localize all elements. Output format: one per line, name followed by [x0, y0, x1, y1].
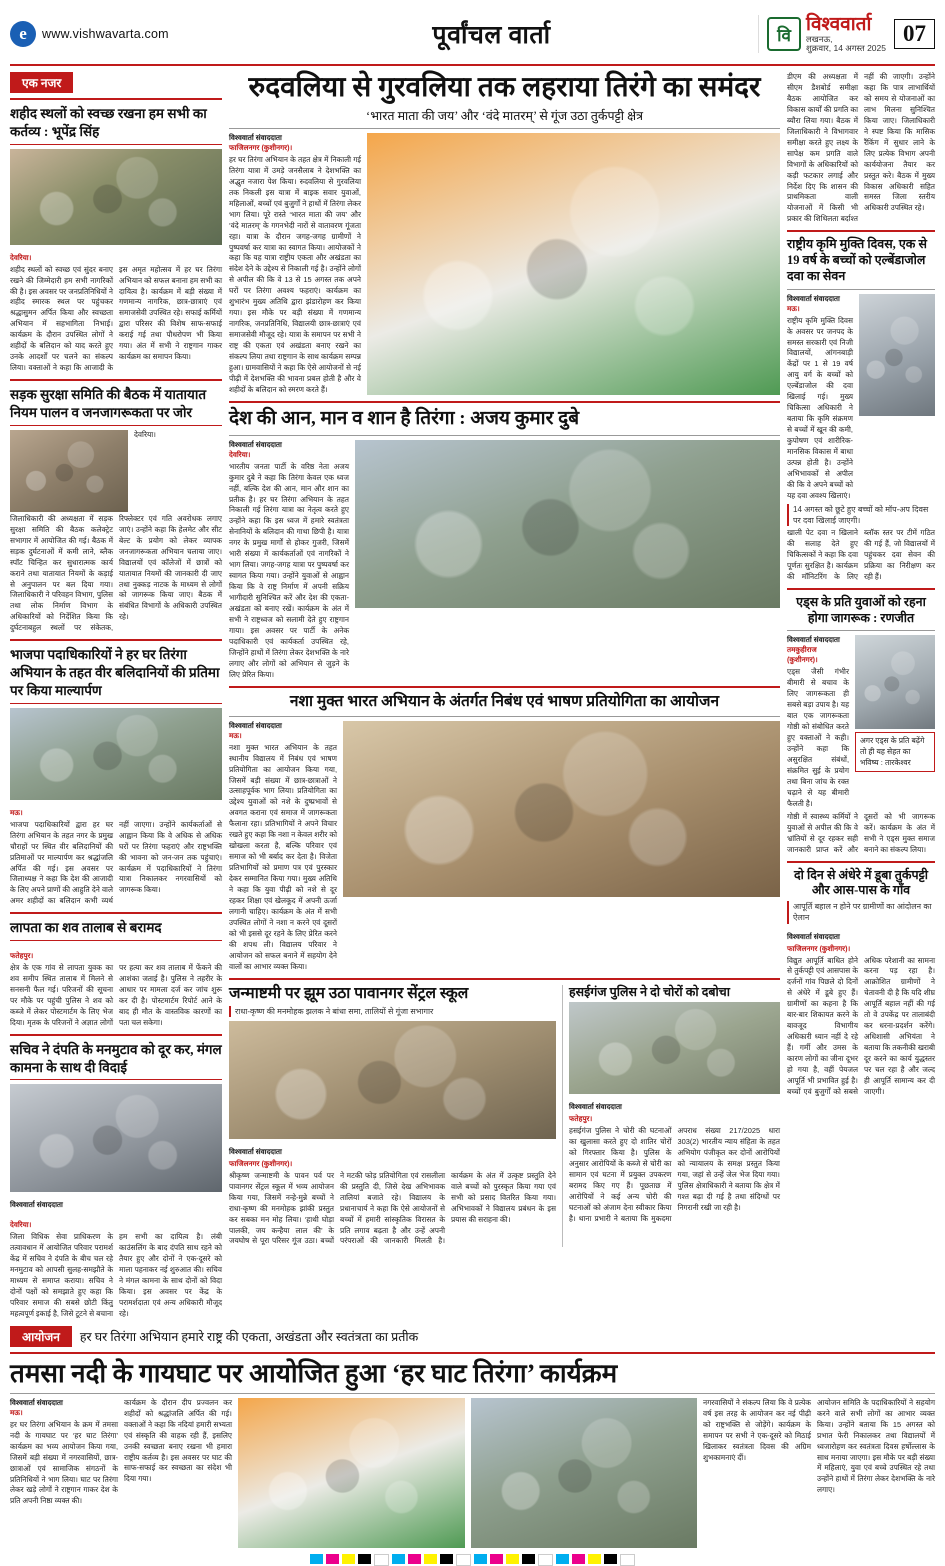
color-swatch	[358, 1554, 371, 1564]
byline-place: फाजिलनगर (कुशीनगर)।	[229, 1158, 293, 1168]
byline-label: विश्ववार्ता संवाददाता	[10, 1397, 63, 1407]
article-photo	[10, 430, 128, 512]
color-swatch	[538, 1554, 553, 1566]
vishwavarta-mark-icon: वि	[767, 17, 801, 51]
story-headline: राष्ट्रीय कृमि मुक्ति दिवस, एक से 19 वर्ष के बच्चों को एल्बेंडाजोल दवा का सेवन	[787, 237, 927, 283]
color-swatch	[310, 1554, 323, 1564]
byline-label: विश्ववार्ता संवाददाता	[229, 1146, 282, 1156]
story-headline: एड्स के प्रति युवाओं को रहना होगा जागरूक : रणजीत	[796, 594, 926, 625]
byline: देवरिया।	[10, 252, 32, 262]
article-body-2: खाली पेट दवा न खिलाने की सलाह देते हुए चिकित्सकों ने कहा कि दवा पूर्णतः सुरक्षित है। कार्यक्रम की मॉनिटरिंग के लिए ब्लॉक स्तर पर टीमें गठित की गई हैं, जो विद्यालयों में पहुंचकर दवा सेवन की प्रक्रिया का निरीक्षण कर रही हैं।	[787, 528, 935, 581]
story-headline: दो दिन से अंधेरे में डूबा तुर्कपट्टी और आस-पास के गाँव	[794, 867, 928, 898]
color-swatch	[392, 1554, 405, 1564]
story-photo	[859, 294, 935, 416]
article-body-lead: देवरिया।	[134, 429, 156, 439]
color-swatch	[556, 1554, 569, 1564]
article-body-col4: आयोजन समिति के पदाधिकारियों ने सहयोग करने वाले सभी लोगों का आभार व्यक्त किया। उन्होंने बताया कि 15 अगस्त को प्रभात फेरी निकालकर तथा विद्यालयों में ध्वजारोहण कर स्वतंत्रता दिवस हर्षोल्लास के साथ मनाया जाएगा। इस मौके पर बड़ी संख्या में महिलाएं, युवा एवं बच्चे उपस्थित रहे तथा उन्होंने हाथों में तिरंगा लेकर देशभक्ति के नारे लगाए।	[817, 1397, 935, 1495]
story-nasha-mukt	[229, 693, 780, 973]
color-swatch	[374, 1554, 389, 1566]
article-body: श्रीकृष्ण जन्माष्टमी के पावन पर्व पर पावानगर सेंट्रल स्कूल में भव्य आयोजन किया गया, जिसमें नन्हे-मुन्ने बच्चों ने राधा-कृष्ण की मनमोहक झांकी प्रस्तुत कर सबका मन मोह लिया। ‘हाथी घोड़ा पालकी, जय कन्हैया लाल की’ के जयघोष से पूरा परिसर गूंज उठा। बच्चों ने मटकी फोड़ प्रतियोगिता एवं रासलीला की प्रस्तुति दी, जिसे देख अभिभावक तालियां बजाते रहे। विद्यालय के प्रधानाचार्य ने कहा कि ऐसे आयोजनों से बच्चों में हमारी सांस्कृतिक विरासत के प्रति लगाव बढ़ता है और उन्हें अपनी परंपराओं की जानकारी मिलती है। कार्यक्रम के अंत में उत्कृष्ट प्रस्तुति देने वाले बच्चों को पुरस्कृत किया गया एवं सभी को प्रसाद वितरित किया गया। अभिभावकों ने विद्यालय प्रबंधन के इस प्रयास की सराहना की।	[229, 1170, 556, 1246]
story-headline: नशा मुक्त भारत अभियान के अंतर्गत निबंध एवं भाषण प्रतियोगिता का आयोजन	[289, 692, 720, 710]
story-photo	[855, 635, 935, 729]
bottom-photo-1	[238, 1398, 465, 1548]
rail-article-5	[10, 1041, 222, 1320]
rail-headline: सड़क सुरक्षा समिति की बैठक में यातायात नियम पालन व जनजागरूकता पर जोर	[10, 386, 222, 426]
right-story-krimi	[787, 237, 935, 583]
color-swatch	[408, 1554, 421, 1564]
article-body-2: गोष्ठी में स्वास्थ्य कर्मियों ने युवाओं से अपील की कि वे भ्रांतियों से दूर रहकर सही जानकारी प्राप्त करें और दूसरों को भी जागरूक करें। कार्यक्रम के अंत में सभी ने एड्स मुक्त समाज बनाने का संकल्प लिया।	[787, 811, 935, 854]
byline: फतेहपुर।	[10, 951, 34, 961]
rail-article-3	[10, 646, 222, 907]
article-body: शहीद स्थलों को स्वच्छ एवं सुंदर बनाए रखने की जिम्मेदारी हम सभी नागरिकों की है। इस अवसर पर जनप्रतिनिधियों ने शहीद स्मारक स्थल पर पहुंचकर श्रद्धासुमन अर्पित किया और स्वच्छता अभियान में सहभागिता निभाई। कार्यक्रम के दौरान उपस्थित लोगों ने शहीदों के बलिदान को याद करते हुए उनके आदर्शों पर चलने का संकल्प लिया। वक्ताओं ने कहा कि आजादी के इस अमृत महोत्सव में हर घर तिरंगा अभियान को सफल बनाना हम सभी का दायित्व है। कार्यक्रम में बड़ी संख्या में गणमान्य नागरिक, छात्र-छात्राएं एवं समाजसेवी उपस्थित रहे। सफाई कर्मियों द्वारा परिसर की विशेष साफ-सफाई कराई गई तथा पौधरोपण भी किया गया। अंत में सभी ने राष्ट्रगान गाकर कार्यक्रम का समापन किया।	[10, 264, 222, 373]
story-quote: अगर एड्स के प्रति बढ़ेंगे तो ही यह सेहत का भविष्य : तारकेश्वर	[855, 732, 935, 772]
e-logo-icon: e	[10, 21, 36, 47]
article-body: जिलाधिकारी की अध्यक्षता में सड़क सुरक्षा समिति की बैठक कलेक्ट्रेट सभागार में आयोजित की गई। बैठक में सड़क दुर्घटनाओं में कमी लाने, ब्लैक स्पॉट चिन्हित कर सुधारात्मक कार्य कराने तथा यातायात नियमों के कड़ाई से अनुपालन पर बल दिया गया। जिलाधिकारी ने परिवहन विभाग, पुलिस तथा लोक निर्माण विभाग के अधिकारियों को निर्देशित किया कि दुर्घटनाबहुल स्थलों पर संकेतक, रिफ्लेक्टर एवं गति अवरोधक लगाए जाएं। उन्होंने कहा कि हेलमेट और सीट बेल्ट के प्रयोग को लेकर व्यापक जनजागरूकता अभियान चलाया जाए। विद्यालयों एवं कॉलेजों में छात्रों को यातायात नियमों की जानकारी दी जाए तथा नुक्कड़ नाटक के माध्यम से लोगों को जागरूक किया जाए। बैठक में संबंधित विभागों के अधिकारी उपस्थित रहे।	[10, 513, 222, 633]
color-swatch	[572, 1554, 585, 1564]
print-color-bar	[10, 1554, 935, 1566]
color-swatch	[456, 1554, 471, 1566]
issue-date: शुक्रवार, 14 अगस्त 2025	[806, 42, 886, 53]
color-swatch	[604, 1554, 617, 1564]
logo-text	[806, 15, 886, 53]
ayojan-tag: आयोजन	[10, 1326, 72, 1347]
article-body: क्षेत्र के एक गांव से लापता युवक का शव समीप स्थित तालाब में मिलने से सनसनी फैल गई। परिजनों की सूचना पर मौके पर पहुंची पुलिस ने शव को कब्जे में लेकर पोस्टमार्टम के लिए भेज दिया। मृतक के परिजनों ने अज्ञात लोगों पर हत्या कर शव तालाब में फेंकने की आशंका जताई है। पुलिस ने तहरीर के आधार पर मामला दर्ज कर जांच शुरू कर दी है। पोस्टमार्टम रिपोर्ट आने के बाद ही मौत के वास्तविक कारणों का पता चल सकेगा।	[10, 963, 222, 1027]
ayojan-bar	[10, 1326, 935, 1347]
right-story-aids	[787, 595, 935, 856]
bottom-feature	[10, 1359, 935, 1548]
rail-headline: शहीद स्थलों को स्वच्छ रखना हम सभी का कर्तव्य : भूपेंद्र सिंह	[10, 105, 222, 145]
logo-title: विश्ववार्ता	[806, 14, 872, 36]
story-headline: हसईगंज पुलिस ने दो चोरों को दबोचा	[569, 984, 730, 999]
rail-article-2	[10, 386, 222, 634]
color-swatch	[620, 1554, 635, 1566]
byline-label: विश्ववार्ता संवाददाता	[787, 293, 840, 303]
color-swatch	[424, 1554, 437, 1564]
article-body: विद्युत आपूर्ति बाधित होने से तुर्कपट्टी एवं आसपास के दर्जनों गांव पिछले दो दिनों से अंधेरे में डूबे हुए हैं। ग्रामीणों का कहना है कि बार-बार शिकायत करने के बावजूद विभागीय अधिकारी ध्यान नहीं दे रहे हैं। गर्मी और उमस के कारण लोगों का जीना दूभर हो गया है, वहीं पेयजल आपूर्ति भी प्रभावित हुई है। बच्चों एवं बुजुर्गों को सबसे अधिक परेशानी का सामना करना पड़ रहा है। आक्रोशित ग्रामीणों ने चेतावनी दी है कि यदि शीघ्र आपूर्ति बहाल नहीं की गई तो वे उपकेंद्र पर तालाबंदी कर धरना-प्रदर्शन करेंगे। अधिशासी अभियंता ने बताया कि तकनीकी खराबी दूर करने का कार्य युद्धस्तर पर चल रहा है और जल्द ही आपूर्ति सामान्य कर दी जाएगी।	[787, 955, 935, 1096]
article-body-col3: नगरवासियों ने संकल्प लिया कि वे प्रत्येक वर्ष इस तरह के आयोजन कर नई पीढ़ी को राष्ट्रभक्ति से जोड़ेंगे। कार्यक्रम के समापन पर सभी ने एक-दूसरे को मिठाई खिलाकर स्वतंत्रता दिवस की अग्रिम शुभकामनाएं दीं।	[703, 1397, 811, 1462]
byline-place: मऊ।	[787, 303, 800, 313]
article-body: हर घर तिरंगा अभियान के तहत क्षेत्र में निकाली गई तिरंगा यात्रा में उमड़े जनसैलाब ने देशभक्ति का अद्भुत नजारा पेश किया। रुदवलिया से गुरवलिया तक निकली इस यात्रा में बाइक सवार युवाओं, महिलाओं, बच्चों एवं बुजुर्गों ने हाथों में तिरंगा लेकर भाग लिया। पूरे रास्ते ‘भारत माता की जय’ और ‘वंदे मातरम्’ के गगनभेदी नारों से वातावरण गूंजता रहा। यात्रा के दौरान जगह-जगह ग्रामीणों ने पुष्पवर्षा कर यात्रा का स्वागत किया। आयोजकों ने कहा कि यह यात्रा राष्ट्रीय एकता और अखंडता का संदेश देने के उद्देश्य से निकाली गई है। उन्होंने लोगों से अपील की कि वे 13 से 15 अगस्त तक अपने घरों पर तिरंगा अवश्य फहराएं। कार्यक्रम का शुभारंभ मुख्य अतिथि द्वारा झंडारोहण कर किया गया। इस मौके पर बड़ी संख्या में गणमान्य नागरिक, जनप्रतिनिधि, विद्यालयी छात्र-छात्राएं एवं समाजसेवी मौजूद रहे। यात्रा के समापन पर सभी ने राष्ट्र की एकता एवं अखंडता बनाए रखने का संकल्प लिया तथा राष्ट्रगान के साथ कार्यक्रम सम्पन्न हुआ। ग्रामवासियों ने कहा कि ऐसे आयोजनों से नई पीढ़ी में देशभक्ति की भावना प्रबल होती है और वे शहीदों के बलिदान को स्मरण करते हैं।	[229, 154, 361, 394]
byline-label: विश्ववार्ता संवाददाता	[569, 1102, 622, 1112]
content-grid	[10, 72, 935, 1320]
story-photo	[343, 721, 780, 897]
right-story-bijli	[787, 868, 935, 1098]
lead-photo	[367, 133, 780, 395]
byline-label: विश्ववार्ता संवाददाता	[229, 720, 282, 730]
article-body: भारतीय जनता पार्टी के वरिष्ठ नेता अजय कुमार दुबे ने कहा कि तिरंगा केवल एक ध्वज नहीं, बल्कि देश की आन, मान और शान का प्रतीक है। हर घर तिरंगा अभियान के तहत निकाली गई तिरंगा यात्रा का नेतृत्व करते हुए उन्होंने कहा कि इस ध्वज में हमारे स्वतंत्रता सेनानियों के बलिदान की गाथा छिपी है। यात्रा नगर के प्रमुख मार्गों से होकर गुजरी, जिसमें भारी संख्या में कार्यकर्ताओं एवं नागरिकों ने भाग लिया। जगह-जगह यात्रा पर पुष्पवर्षा कर स्वागत किया गया। उन्होंने युवाओं से आह्वान किया कि वे राष्ट्र निर्माण में अपनी सक्रिय भागीदारी सुनिश्चित करें और देश की एकता-अखंडता को बनाए रखें। कार्यक्रम के अंत में सभी ने राष्ट्रध्वज को सलामी देते हुए राष्ट्रगान गाया। इस अवसर पर पार्टी के अनेक पदाधिकारी एवं कार्यकर्ता उपस्थित रहे, जिन्होंने हाथों में तिरंगा लेकर देशभक्ति के नारे लगाए और लोगों को अभियान से जुड़ने के लिए प्रेरित किया।	[229, 461, 349, 679]
rail-headline: लापता का शव तालाब से बरामद	[10, 919, 222, 941]
story-headline: देश की आन, मान व शान है तिरंगा : अजय कुमार दुबे	[229, 407, 580, 429]
publication-logo	[758, 15, 886, 53]
byline-label: विश्ववार्ता संवाददाता	[787, 931, 840, 941]
masthead-left	[10, 21, 225, 47]
masthead-right	[758, 15, 935, 53]
masthead	[10, 8, 935, 66]
story-photo	[355, 440, 780, 608]
bottom-headline: तमसा नदी के गायघाट पर आयोजित हुआ ‘हर घाट तिरंगा’ कार्यक्रम	[10, 1359, 618, 1389]
article-body: जिला विधिक सेवा प्राधिकरण के तत्वावधान में आयोजित परिवार परामर्श केंद्र में सचिव ने दंपति के बीच चल रहे मनमुटाव को आपसी सुलह-समझौते के माध्यम से समाप्त कराया। सचिव ने दोनों पक्षों को समझाते हुए कहा कि परिवार समाज की सबसे छोटी किंतु महत्वपूर्ण इकाई है, जिसे टूटने से बचाना हम सभी का दायित्व है। लंबी काउंसलिंग के बाद दंपति साथ रहने को तैयार हुए और दोनों ने एक-दूसरे को माला पहनाकर नई शुरुआत की। सचिव ने मंगल कामना के साथ दोनों को विदा किया। इस अवसर पर केंद्र के परामर्शदाता एवं अन्य अधिकारी मौजूद रहे।	[10, 1232, 222, 1319]
byline-place: फाजिलनगर (कुशीनगर)।	[787, 943, 851, 953]
logo-city: लखनऊ,	[806, 34, 833, 45]
color-swatch	[506, 1554, 519, 1564]
story-tiranga-dube	[229, 408, 780, 681]
byline: मऊ।	[10, 807, 23, 817]
bottom-photo-2	[471, 1398, 698, 1548]
byline-place: तमकुहीराज (कुशीनगर)।	[787, 645, 818, 665]
article-photo	[10, 1084, 222, 1192]
lead-subhead: ‘भारत माता की जय’ और ‘वंदे मातरम्’ से गूंज उठा तुर्कपट्टी क्षेत्र	[366, 108, 643, 123]
rail-article-4	[10, 919, 222, 1029]
lead-headline: रुदवलिया से गुरवलिया तक लहराया तिरंगे का समंदर	[248, 72, 761, 103]
story-pullquote: राधा-कृष्ण की मनमोहक झलक ने बांधा समा, तालियों से गूंजा सभागार	[229, 1006, 556, 1017]
color-swatch	[522, 1554, 535, 1564]
rail-headline: सचिव ने दंपति के मनमुटाव को दूर कर, मंगल कामना के साथ दी विदाई	[10, 1041, 222, 1081]
color-swatch	[490, 1554, 503, 1564]
page-number: 07	[894, 19, 935, 49]
story-headline: जन्माष्टमी पर झूम उठा पावानगर सेंट्रल स्कूल	[229, 984, 469, 1002]
article-photo	[10, 708, 222, 800]
byline-label: विश्ववार्ता संवाददाता	[229, 439, 282, 449]
article-body: हसईगंज पुलिस ने चोरी की घटनाओं का खुलासा करते हुए दो शातिर चोरों को गिरफ्तार किया है। पुलिस के अनुसार आरोपियों के कब्जे से चोरी का सामान एवं घटना में प्रयुक्त उपकरण बरामद किए गए हैं। पूछताछ में आरोपियों ने कई अन्य चोरी की घटनाओं को अंजाम देना स्वीकार किया है। थाना प्रभारी ने बताया कि मुकदमा अपराध संख्या 217/2025 धारा 303(2) भारतीय न्याय संहिता के तहत अभियोग पंजीकृत कर दोनों आरोपियों को न्यायालय के समक्ष प्रस्तुत किया गया, जहां से उन्हें जेल भेज दिया गया। पुलिस क्षेत्राधिकारी ने बताया कि क्षेत्र में गश्त बढ़ा दी गई है तथा संदिग्धों पर निगरानी रखी जा रही है।	[569, 1126, 780, 1224]
ek-nazar-tag: एक नजर	[10, 72, 73, 93]
main-column	[229, 72, 780, 1320]
right-column	[787, 72, 935, 1320]
left-column	[10, 72, 222, 1320]
story-pair	[229, 985, 780, 1248]
story-pullquote: आपूर्ति बहाल न होने पर ग्रामीणों का आंदोलन का ऐलान	[787, 901, 935, 923]
page-title: पूर्वांचल वार्ता	[432, 22, 551, 49]
color-swatch	[474, 1554, 487, 1564]
lead-story	[229, 72, 780, 396]
story-photo	[229, 1021, 556, 1139]
bottom-body	[10, 1398, 935, 1548]
article-body: नशा मुक्त भारत अभियान के तहत स्थानीय विद्यालय में निबंध एवं भाषण प्रतियोगिता का आयोजन किया गया, जिसमें बड़ी संख्या में छात्र-छात्राओं ने उत्साहपूर्वक भाग लिया। प्रतियोगिता का उद्देश्य युवाओं को नशे के दुष्प्रभावों से अवगत कराना एवं समाज में जागरूकता फैलाना रहा। प्रतिभागियों ने अपने विचार रखते हुए कहा कि नशा न केवल शरीर को खोखला करता है, बल्कि परिवार एवं समाज को भी बर्बाद कर देता है। विजेता प्रतिभागियों को प्रमाण पत्र एवं पुरस्कार देकर सम्मानित किया गया। मुख्य अतिथि ने कहा कि युवा पीढ़ी को नशे से दूर रहकर शिक्षा एवं खेलकूद में अपनी ऊर्जा लगानी चाहिए। कार्यक्रम के अंत में सभी उपस्थित लोगों ने नशा न करने एवं दूसरों को भी इससे दूर रहने के लिए प्रेरित करने की शपथ ली। विद्यालय परिवार ने आयोजन को सफल बनाने में सहयोग देने वालों का आभार व्यक्त किया।	[229, 742, 337, 971]
byline: देवरिया।	[10, 1220, 32, 1230]
color-swatch	[342, 1554, 355, 1564]
byline-place: मऊ।	[10, 1407, 23, 1417]
rail-article-1	[10, 105, 222, 374]
right-top-story: डीएम की अध्यक्षता में सीएम डैशबोर्ड समीक्षा बैठक आयोजित कर विकास कार्यों की प्रगति का ब्यौरा लिया गया। बैठक में जिलाधिकारी ने विभागवार समीक्षा करते हुए लक्ष्य के सापेक्ष कम प्रगति वाले विभागों के अधिकारियों को कड़ी फटकार लगाई और निर्देश दिए कि शासन की प्राथमिकता वाली योजनाओं में किसी भी प्रकार की शिथिलता बर्दाश्त नहीं की जाएगी। उन्होंने कहा कि पात्र लाभार्थियों को समय से योजनाओं का लाभ मिलना सुनिश्चित किया जाए। जिलाधिकारी ने स्पष्ट किया कि मासिक रैंकिंग में सुधार लाने के लिए प्रत्येक विभाग अपनी कार्ययोजना तैयार कर प्रस्तुत करे। बैठक में मुख्य विकास अधिकारी सहित समस्त जिला स्तरीय अधिकारी उपस्थित रहे।	[787, 72, 935, 224]
byline-label: विश्ववार्ता संवाददाता	[10, 1200, 63, 1210]
color-swatch	[440, 1554, 453, 1564]
story-photo	[569, 1002, 780, 1094]
byline-place: फतेहपुर।	[569, 1114, 593, 1124]
article-body: एड्स जैसी गंभीर बीमारी से बचाव के लिए जागरूकता ही सबसे बड़ा उपाय है। यह बात एक जागरूकता गोष्ठी को संबोधित करते हुए वक्ताओं ने कही। उन्होंने कहा कि असुरक्षित संबंधों, संक्रमित सुई के प्रयोग तथा बिना जांच के रक्त चढ़ाने से यह बीमारी फैलती है।	[787, 667, 849, 808]
article-body-col2: कार्यक्रम के दौरान दीप प्रज्वलन कर शहीदों को श्रद्धांजलि अर्पित की गई। वक्ताओं ने कहा कि नदियां हमारी सभ्यता एवं संस्कृति की वाहक रही हैं, इसलिए उनकी स्वच्छता बनाए रखना भी हमारा राष्ट्रीय कर्तव्य है। इस अवसर पर घाट की साफ-सफाई कर स्वच्छता का संदेश भी दिया गया।	[124, 1397, 232, 1484]
website-url[interactable]: www.vishwavarta.com	[42, 27, 169, 41]
article-photo	[10, 149, 222, 245]
byline-place: मऊ।	[229, 730, 242, 740]
ayojan-text: हर घर तिरंगा अभियान हमारे राष्ट्र की एकता, अखंडता और स्वतंत्रता का प्रतीक	[79, 1330, 419, 1345]
byline-label: विश्ववार्ता संवाददाता	[787, 635, 840, 645]
byline-place: देवरिया।	[229, 449, 251, 459]
article-body: राष्ट्रीय कृमि मुक्ति दिवस के अवसर पर जनपद के समस्त सरकारी एवं निजी विद्यालयों, आंगनबाड़ी केंद्रों पर 1 से 19 वर्ष आयु वर्ग के बच्चों को एल्बेंडाजोल की दवा खिलाई गई। मुख्य चिकित्सा अधिकारी ने बताया कि कृमि संक्रमण से बच्चों में खून की कमी, कुपोषण एवं शारीरिक-मानसिक विकास में बाधा उत्पन्न होती है। उन्होंने अभिभावकों से अपील की कि वे अपने बच्चों को यह दवा अवश्य खिलाएं।	[787, 315, 853, 500]
byline-place: फाजिलनगर (कुशीनगर)।	[229, 142, 293, 152]
byline-label: विश्ववार्ता संवाददाता	[229, 132, 282, 142]
story-callout: 14 अगस्त को छूटे हुए बच्चों को मॉप-अप दिवस पर दवा खिलाई जाएगी।	[787, 504, 935, 526]
color-swatch	[326, 1554, 339, 1564]
rail-headline: भाजपा पदाधिकारियों ने हर घर तिरंगा अभियान के तहत वीर बलिदानियों की प्रतिमा पर किया माल्यार्पण	[10, 646, 222, 703]
article-body-col1: हर घर तिरंगा अभियान के क्रम में तमसा नदी के गायघाट पर ‘हर घाट तिरंगा’ कार्यक्रम का भव्य आयोजन किया गया, जिसमें बड़ी संख्या में नगरवासियों, छात्र-छात्राओं एवं सामाजिक संगठनों के प्रतिनिधियों ने भाग लिया। घाट पर तिरंगा लेकर खड़े लोगों ने राष्ट्रगान गाकर देश के प्रति अपनी निष्ठा व्यक्त की।	[10, 1419, 118, 1506]
article-body: भाजपा पदाधिकारियों द्वारा हर घर तिरंगा अभियान के तहत नगर के प्रमुख चौराहों पर स्थित वीर बलिदानियों की प्रतिमाओं पर माल्यार्पण कर श्रद्धांजलि अर्पित की गई। इस अवसर पर जिलाध्यक्ष ने कहा कि देश की आजादी के लिए अपने प्राणों की आहुति देने वाले अमर शहीदों का बलिदान कभी व्यर्थ नहीं जाएगा। उन्होंने कार्यकर्ताओं से आह्वान किया कि वे अधिक से अधिक घरों पर तिरंगा फहराएं और राष्ट्रभक्ति की भावना को जन-जन तक पहुंचाएं। कार्यक्रम में पदाधिकारियों ने तिरंगा यात्रा निकालकर नगरवासियों को जागरूक किया।	[10, 819, 222, 906]
color-swatch	[588, 1554, 601, 1564]
